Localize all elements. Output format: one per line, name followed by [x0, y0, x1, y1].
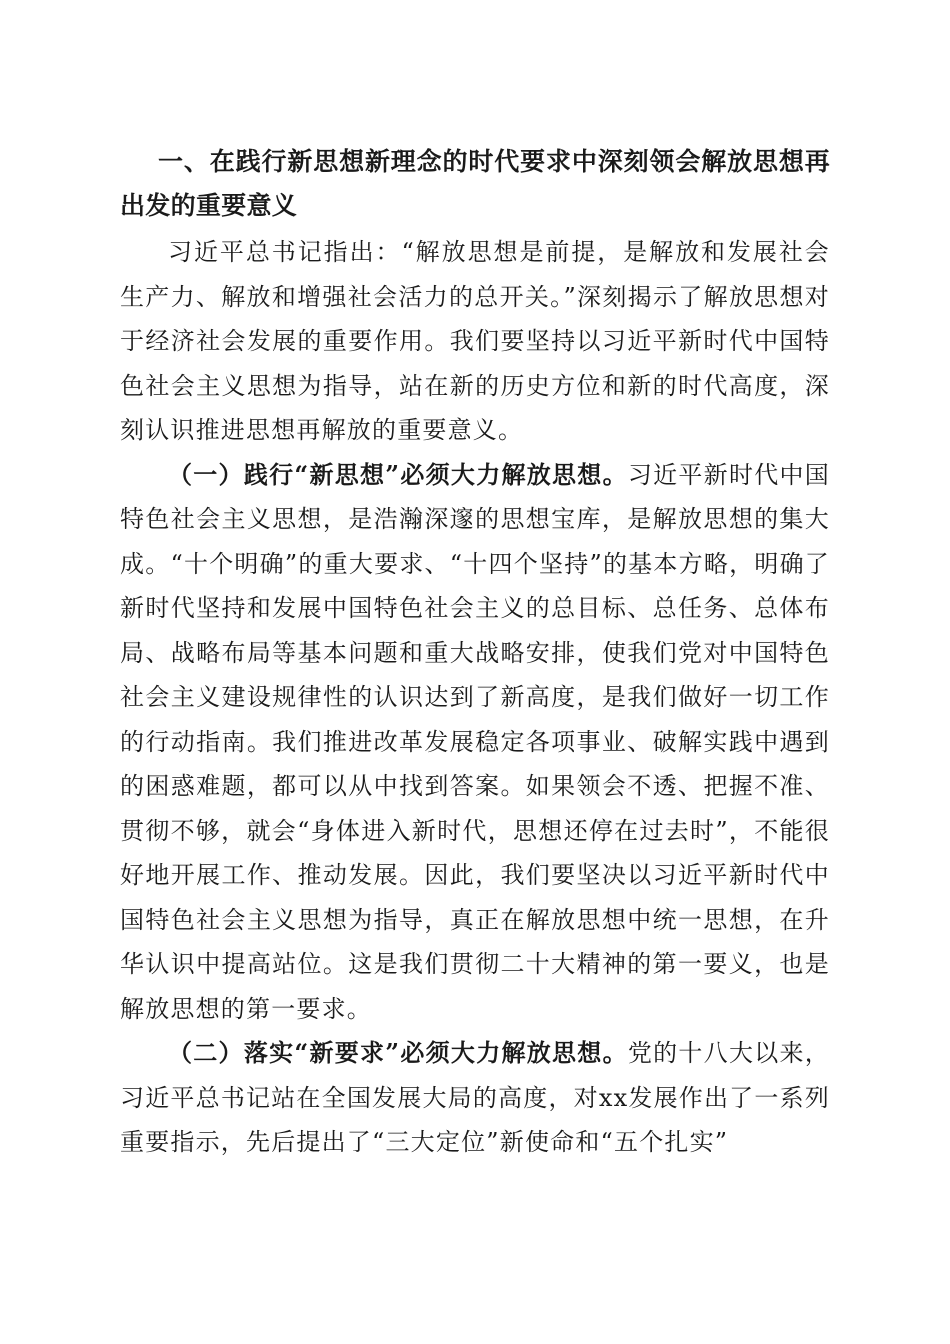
paragraph-body: 习近平新时代中国特色社会主义思想，是浩瀚深邃的思想宝库，是解放思想的集大成。“十个明确”的重大要求、“十四个坚持”的基本方略，明确了新时代坚持和发展中国特色社会主义的总目标、总任务、总体布局、战略布局等基本问题和重大战略安排，使我们党对中国特色社会主义建设规律性的认识达到了新高度，是我们做好一切工作的行动指南。我们推进改革发展稳定各项事业、破解实践中遇到的困惑难题，都可以从中找到答案。如果领会不透、把握不准、贯彻不够，就会“身体进入新时代，思想还停在过去时”，不能很好地开展工作、推动发展。因此，我们要坚决以习近平新时代中国特色社会主义思想为指导，真正在解放思想中统一思想，在升华认识中提高站位。这是我们贯彻二十大精神的第一要义，也是解放思想的第一要求。 — [120, 460, 830, 1023]
paragraph-point-1 — [120, 453, 830, 1032]
paragraph-point-2 — [120, 1031, 830, 1165]
paragraph-body: 习近平总书记指出：“解放思想是前提，是解放和发展社会生产力、解放和增强社会活力的总开关。”深刻揭示了解放思想对于经济社会发展的重要作用。我们要坚持以习近平新时代中国特色社会主义思想为指导，站在新的历史方位和新的时代高度，深刻认识推进思想再解放的重要意义。 — [120, 238, 830, 444]
section-heading: 一、在践行新思想新理念的时代要求中深刻领会解放思想再出发的重要意义 — [120, 147, 830, 220]
paragraph-lead: （二）落实“新要求”必须大力解放思想。 — [168, 1038, 628, 1067]
paragraph-body: 党的十八大以来，习近平总书记站在全国发展大局的高度，对xx发展作出了一系列重要指示，先后提出了“三大定位”新使命和“五个扎实” — [120, 1039, 830, 1156]
paragraph-intro — [120, 230, 830, 453]
paragraph-lead: （一）践行“新思想”必须大力解放思想。 — [168, 459, 628, 489]
document-page — [120, 140, 830, 1165]
